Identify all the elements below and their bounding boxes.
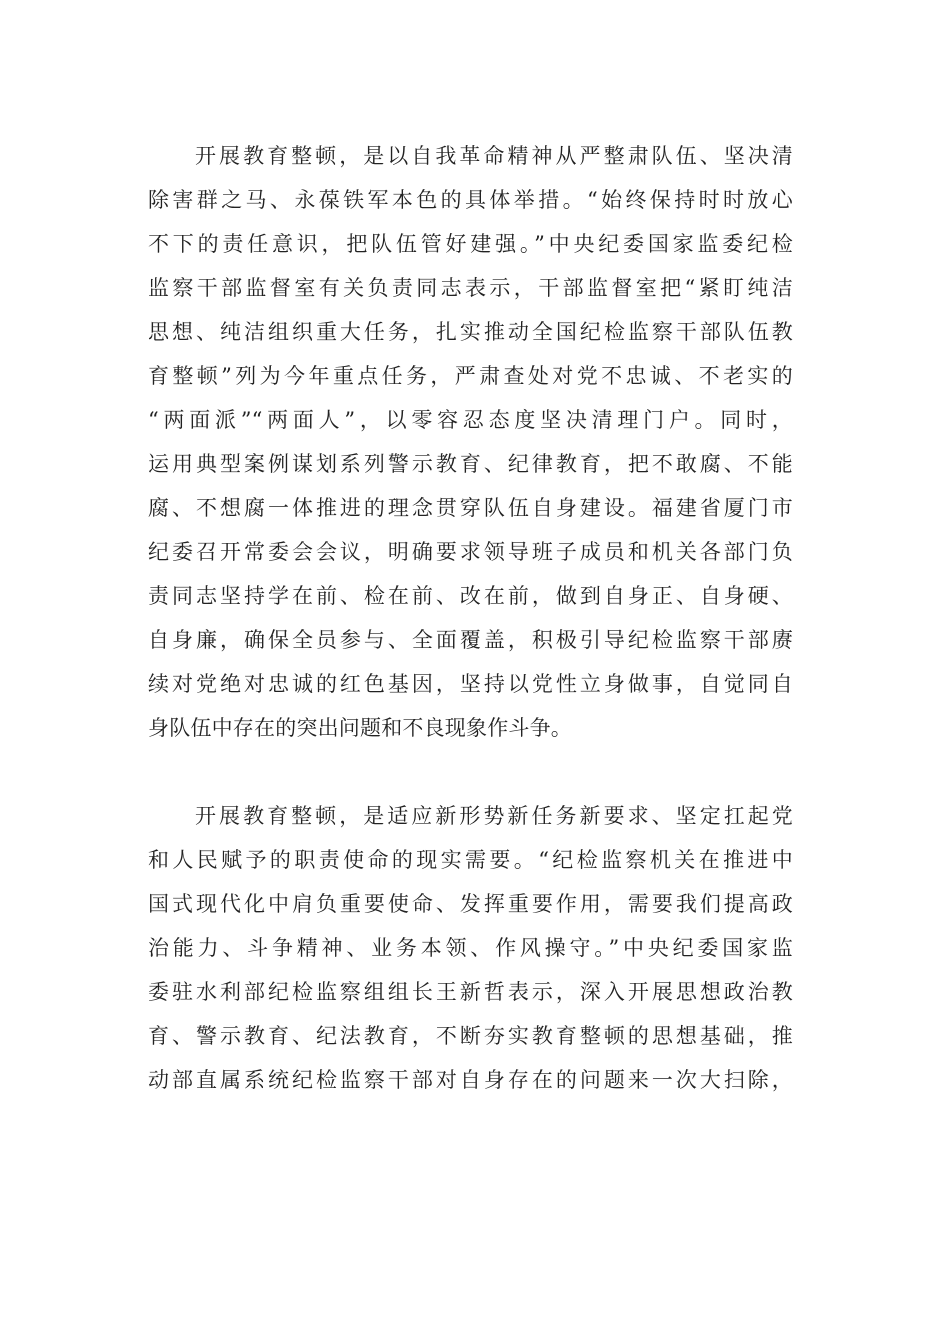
text-line: 开展教育整顿，是以自我革命精神从严整肃队伍、坚决清 <box>195 144 793 168</box>
text-line: “两面派”“两面人”，以零容忍态度坚决清理门户。同时， <box>148 408 793 432</box>
text-line: 身队伍中存在的突出问题和不良现象作斗争。 <box>148 716 572 740</box>
text-line: 育、警示教育、纪法教育，不断夯实教育整顿的思想基础，推 <box>148 1024 793 1048</box>
text-line: 纪委召开常委会会议，明确要求领导班子成员和机关各部门负 <box>148 540 793 564</box>
text-line: 开展教育整顿，是适应新形势新任务新要求、坚定扛起党 <box>195 804 793 828</box>
text-line: 育整顿”列为今年重点任务，严肃查处对党不忠诚、不老实的 <box>148 364 793 388</box>
text-line: 和人民赋予的职责使命的现实需要。“纪检监察机关在推进中 <box>148 848 793 872</box>
text-line: 监察干部监督室有关负责同志表示，干部监督室把“紧盯纯洁 <box>148 276 793 300</box>
text-line: 委驻水利部纪检监察组组长王新哲表示，深入开展思想政治教 <box>148 980 793 1004</box>
text-line: 思想、纯洁组织重大任务，扎实推动全国纪检监察干部队伍教 <box>148 320 793 344</box>
text-line: 自身廉，确保全员参与、全面覆盖，积极引导纪检监察干部赓 <box>148 628 793 652</box>
text-line: 动部直属系统纪检监察干部对自身存在的问题来一次大扫除， <box>148 1068 793 1092</box>
text-line: 腐、不想腐一体推进的理念贯穿队伍自身建设。福建省厦门市 <box>148 496 793 520</box>
text-line: 治能力、斗争精神、业务本领、作风操守。”中央纪委国家监 <box>148 936 793 960</box>
text-line: 责同志坚持学在前、检在前、改在前，做到自身正、自身硬、 <box>148 584 793 608</box>
text-line: 除害群之马、永葆铁军本色的具体举措。“始终保持时时放心 <box>148 188 793 212</box>
text-line: 续对党绝对忠诚的红色基因，坚持以党性立身做事，自觉同自 <box>148 672 793 696</box>
text-line: 不下的责任意识，把队伍管好建强。”中央纪委国家监委纪检 <box>148 232 793 256</box>
text-line: 运用典型案例谋划系列警示教育、纪律教育，把不敢腐、不能 <box>148 452 793 476</box>
text-line: 国式现代化中肩负重要使命、发挥重要作用，需要我们提高政 <box>148 892 793 916</box>
